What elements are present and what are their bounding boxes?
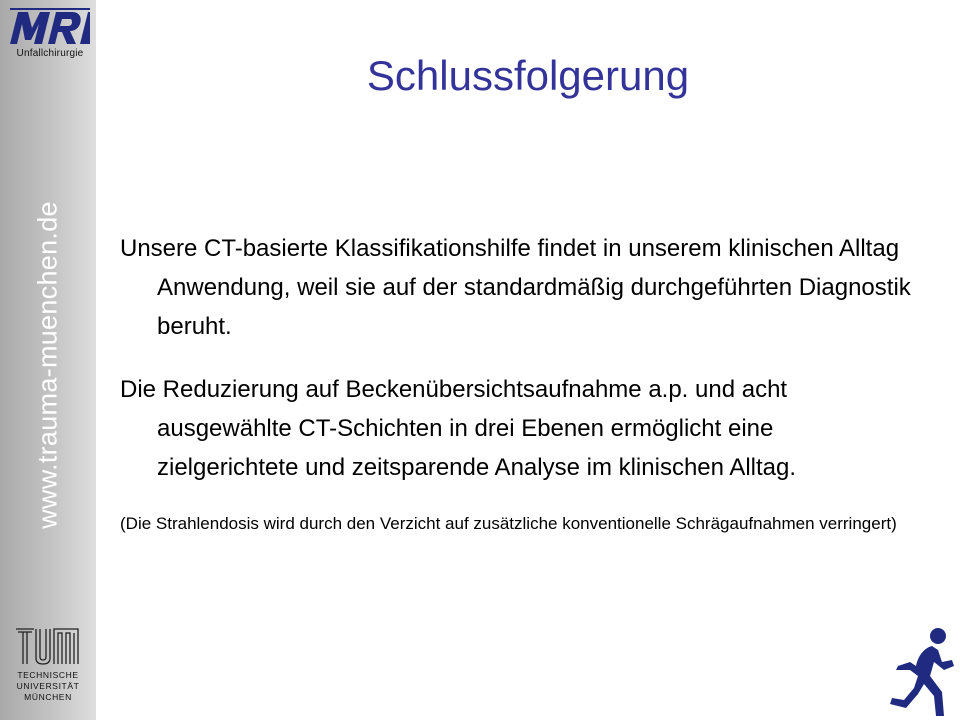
tum-logo-icon bbox=[14, 626, 80, 666]
university-line-2: UNIVERSITÄT bbox=[16, 681, 80, 691]
university-line-3: MÜNCHEN bbox=[24, 692, 72, 702]
sidebar bbox=[0, 0, 96, 720]
paragraph-radiation-note: (Die Strahlendosis wird durch den Verzicht auf zusätzliche konventionelle Schrägaufnahmen verringert) bbox=[120, 514, 897, 533]
paragraph-conclusion-2: Die Reduzierung auf Beckenübersichtsaufnahme a.p. und acht ausgewählte CT-Schichten in drei Ebenen ermöglicht eine zielgerichtete und zeitsparende Analyse im klinischen Alltag. bbox=[120, 376, 797, 481]
slide-body bbox=[120, 229, 920, 560]
logo-subtitle: Unfallchirurgie bbox=[16, 48, 84, 59]
paragraph-conclusion-1: Unsere CT-basierte Klassifikationshilfe findet in unserem klinischen Alltag Anwendung, weil sie auf der standardmäßig durchgeführten Diagnostik beruht. bbox=[120, 235, 911, 340]
mri-logo-icon bbox=[8, 6, 90, 46]
university-line-1: TECHNISCHE bbox=[17, 670, 79, 680]
university-name bbox=[6, 670, 90, 703]
runner-logo-icon bbox=[884, 626, 960, 720]
website-url[interactable]: www.trauma-muenchen.de bbox=[32, 201, 63, 529]
slide-title: Schlussfolgerung bbox=[366, 52, 690, 99]
